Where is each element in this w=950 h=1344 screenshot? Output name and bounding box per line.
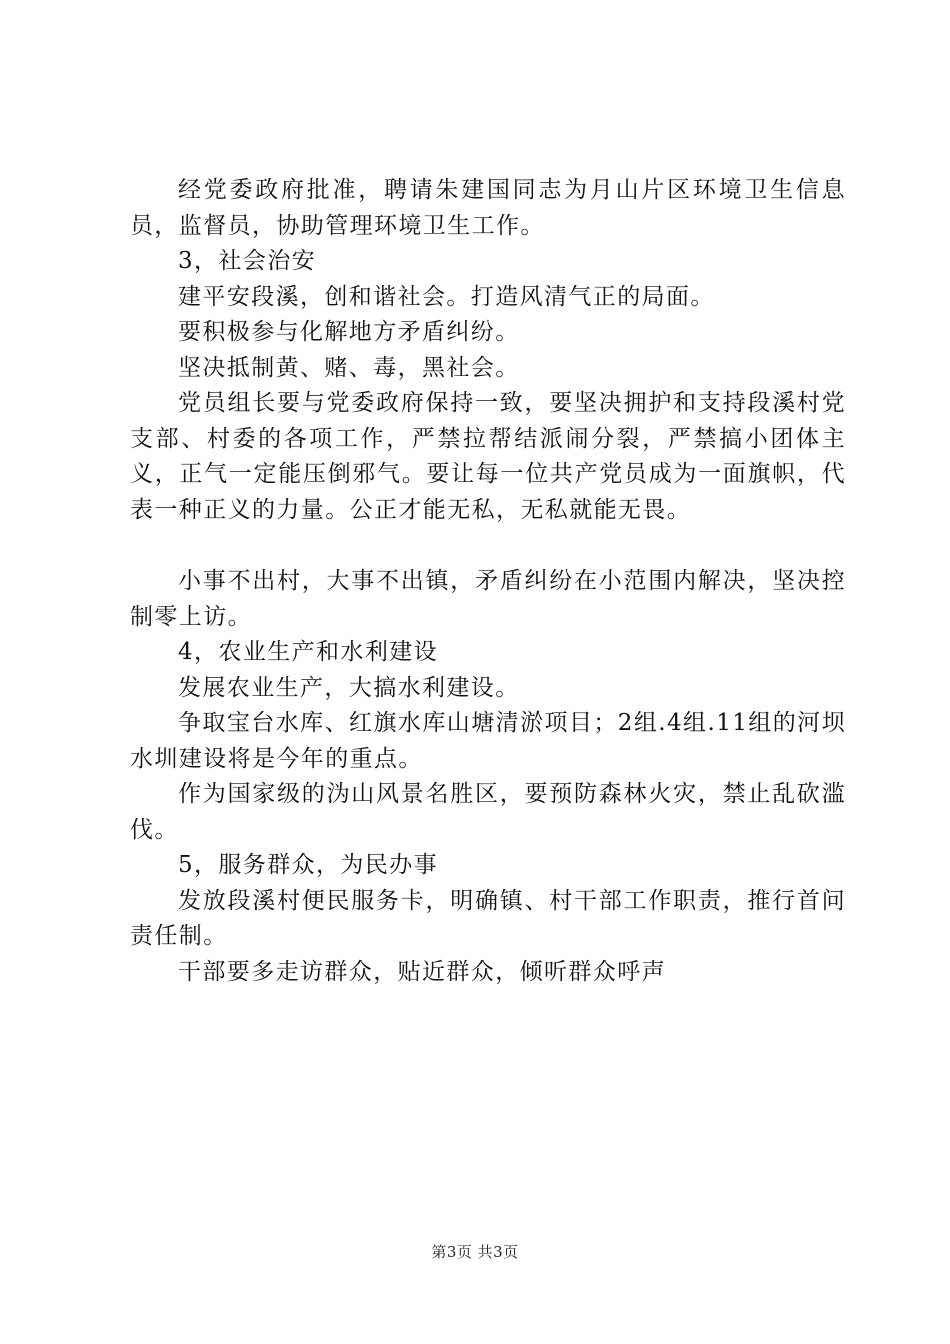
heading-public-security: 3，社会治安 xyxy=(178,248,317,274)
paragraph-forest-protection: 作为国家级的沩山风景名胜区，要预防森林火灾，禁止乱砍滥伐。 xyxy=(130,781,846,843)
paragraph-reservoir-projects: 争取宝台水库、红旗水库山塘清淤项目；2组.4组.11组的河坝水圳建设将是今年的重点。 xyxy=(130,710,846,772)
paragraph-sanitation-appointment: 经党委政府批准，聘请朱建国同志为月山片区环境卫生信息员，监督员，协助管理环境卫生工作。 xyxy=(130,177,846,239)
paragraph-develop-agriculture: 发展农业生产，大搞水利建设。 xyxy=(178,674,520,701)
page-number-footer: 第3页 共3页 xyxy=(431,1243,519,1261)
paragraph-resist-vice: 坚决抵制黄、赌、毒，黑社会。 xyxy=(178,354,520,381)
paragraph-resolve-disputes: 要积极参与化解地方矛盾纠纷。 xyxy=(178,319,520,345)
paragraph-zero-petition: 小事不出村，大事不出镇，矛盾纠纷在小范围内解决，坚决控制零上访。 xyxy=(130,568,846,630)
paragraph-peaceful-village: 建平安段溪，创和谐社会。打造风清气正的局面。 xyxy=(178,283,715,310)
document-body xyxy=(130,173,846,990)
heading-serve-people: 5，服务群众，为民办事 xyxy=(178,852,439,878)
paragraph-visit-masses: 干部要多走访群众，贴近群众，倾听群众呼声 xyxy=(178,958,666,985)
heading-agriculture-water: 4，农业生产和水利建设 xyxy=(178,639,439,665)
paragraph-party-unity: 党员组长要与党委政府保持一致，要坚决拥护和支持段溪村党支部、村委的各项工作，严禁拉帮结派闹分裂，严禁搞小团体主义，正气一定能压倒邪气。要让每一位共产党员成为一面旗帜，代表一种正义的力量。公正才能无私，无私就能无畏。 xyxy=(130,390,846,523)
paragraph-service-card: 发放段溪村便民服务卡，明确镇、村干部工作职责，推行首问责任制。 xyxy=(130,887,846,949)
